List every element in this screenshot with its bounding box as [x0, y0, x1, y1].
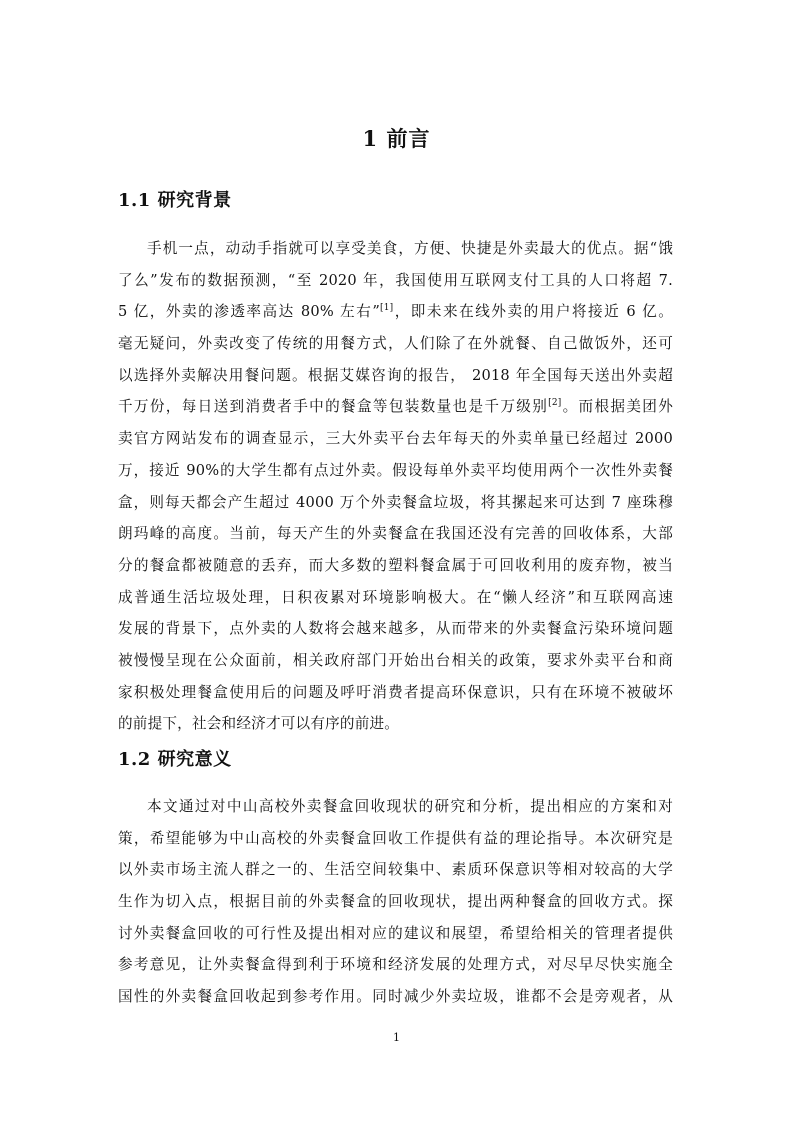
page-number: 1	[393, 1031, 400, 1044]
text-line: 本文通过对中山高校外卖餐盒回收现状的研究和分析，提出相应的方案和对	[147, 798, 673, 815]
text-line: 国性的外卖餐盒回收起到参考作用。同时减少外卖垃圾，谁都不会是旁观者，从	[118, 988, 673, 1006]
text-line: 参考意见，让外卖餐盒得到利于环境和经济发展的处理方式，对尽早尽快实施全	[118, 956, 673, 974]
paragraph-research-significance	[118, 791, 673, 1013]
text-line-with-citation	[118, 391, 673, 423]
text-line: 发展的背景下，点外卖的人数将会越来越多，从而带来的外卖餐盒污染环境问题	[118, 620, 673, 638]
citation-2: [2]	[548, 398, 562, 409]
text-segment: 。而根据美团外	[561, 398, 673, 416]
text-line: 成普通生活垃圾处理，日积夜累对环境影响极大。在“懒人经济”和互联网高速	[118, 588, 673, 606]
text-line: 讨外卖餐盒回收的可行性及提出相对应的建议和展望，希望给相关的管理者提供	[118, 924, 673, 942]
section-heading-background: 1.1 研究背景	[118, 190, 232, 211]
text-line-with-citation	[118, 296, 673, 328]
text-line: 毫无疑问，外卖改变了传统的用餐方式，人们除了在外就餐、自己做饭外，还可	[118, 335, 673, 353]
text-line: 分的餐盒都被随意的丢弃，而大多数的塑料餐盒属于可回收利用的废弃物，被当	[118, 556, 673, 574]
text-segment: 千万份，每日送到消费者手中的餐盒等包装数量也是千万级别	[118, 398, 549, 416]
text-line: 生作为切入点，根据目前的外卖餐盒的回收现状，提出两种餐盒的回收方式。探	[118, 893, 673, 911]
text-line: 了么”发布的数据预测，“至 2020 年，我国使用互联网支付工具的人口将超 7.	[118, 271, 673, 289]
chapter-title: 1 前言	[362, 126, 431, 151]
text-line: 以外卖市场主流人群之一的、生活空间较集中、素质环保意识等相对较高的大学	[118, 861, 673, 879]
text-line: 盒，则每天都会产生超过 4000 万个外卖餐盒垃圾，将其摞起来可达到 7 座珠穆	[118, 493, 673, 511]
section-heading-significance: 1.2 研究意义	[118, 749, 232, 770]
text-line: 万，接近 90%的大学生都有点过外卖。假设每单外卖平均使用两个一次性外卖餐	[118, 461, 673, 479]
text-line: 被慢慢呈现在公众面前，相关政府部门开始出台相关的政策，要求外卖平台和商	[118, 651, 673, 669]
text-line: 朗玛峰的高度。当前，每天产生的外卖餐盒在我国还没有完善的回收体系，大部	[118, 525, 673, 543]
citation-1: [1]	[380, 303, 394, 314]
text-segment: ，即未来在线外卖的用户将接近 6 亿。	[393, 303, 673, 321]
text-segment: 5 亿，外卖的渗透率高达 80% 左右”	[118, 303, 381, 321]
paragraph-research-background	[118, 233, 673, 740]
text-line: 的前提下，社会和经济才可以有序的前进。	[118, 715, 400, 733]
text-line: 手机一点，动动手指就可以享受美食，方便、快捷是外卖最大的优点。据“饿	[147, 240, 673, 257]
text-line: 以选择外卖解决用餐问题。根据艾媒咨询的报告， 2018 年全国每天送出外卖超	[118, 366, 673, 384]
text-line: 卖官方网站发布的调查显示，三大外卖平台去年每天的外卖单量已经超过 2000	[118, 430, 673, 448]
text-line: 家积极处理餐盒使用后的问题及呼吁消费者提高环保意识，只有在环境不被破坏	[118, 683, 673, 701]
text-line: 策，希望能够为中山高校的外卖餐盒回收工作提供有益的理论指导。本次研究是	[118, 829, 673, 847]
